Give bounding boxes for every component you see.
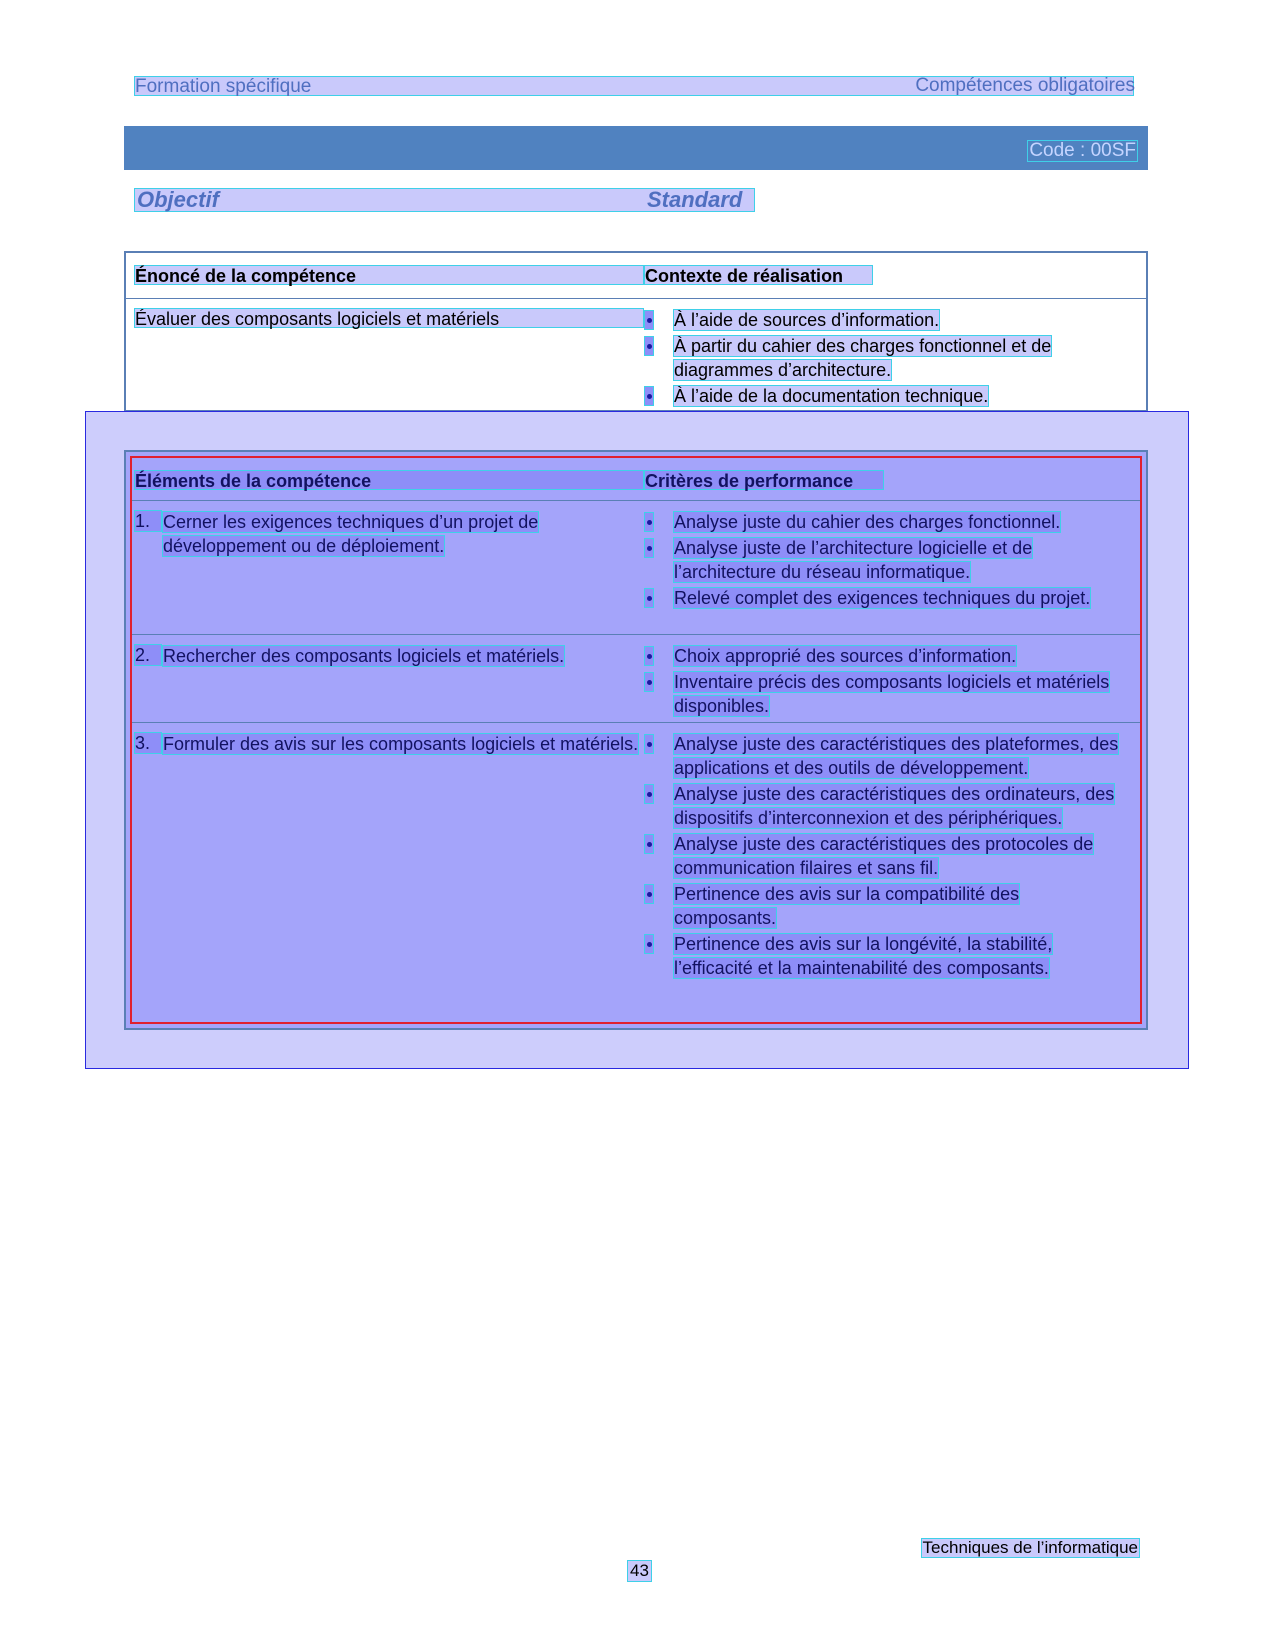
bullet-icon — [644, 884, 654, 904]
element-row-2 — [134, 644, 644, 668]
enonce-text: Évaluer des composants logiciels et matériels — [134, 308, 644, 328]
enonce-header: Énoncé de la compétence — [134, 265, 644, 285]
bullet-icon — [644, 784, 654, 804]
list-item: Analyse juste des caractéristiques des plateformes, des applications et des outils de développement. — [644, 732, 1122, 780]
bullet-icon — [644, 310, 654, 330]
list-item: Analyse juste de l’architecture logicielle et de l’architecture du réseau informatique. — [644, 536, 1122, 584]
list-item: Pertinence des avis sur la longévité, la stabilité, l’efficacité et la maintenabilité des composants. — [644, 932, 1122, 980]
list-item: Analyse juste des caractéristiques des protocoles de communication filaires et sans fil. — [644, 832, 1122, 880]
list-item: À l’aide de sources d’information. — [644, 308, 1124, 332]
code-label: Code : 00SF — [1029, 140, 1136, 161]
bullet-icon — [644, 336, 654, 356]
contexte-list — [644, 308, 1124, 410]
competence-table — [124, 251, 1148, 412]
table-divider — [132, 500, 1140, 501]
list-item: Analyse juste des caractéristiques des ordinateurs, des dispositifs d’interconnexion et des périphériques. — [644, 782, 1122, 830]
list-item: Relevé complet des exigences techniques du projet. — [644, 586, 1122, 610]
objective-row — [134, 188, 755, 212]
list-item: Analyse juste du cahier des charges fonctionnel. — [644, 510, 1122, 534]
footer-program: Techniques de l’informatique — [922, 1538, 1138, 1557]
element-number: 3. — [134, 732, 162, 754]
list-item: À partir du cahier des charges fonctionnel et de diagrammes d’architecture. — [644, 334, 1124, 382]
bullet-icon — [644, 386, 654, 406]
header-right-title: Compétences obligatoires — [915, 75, 1135, 96]
bullet-icon — [644, 538, 654, 558]
element-number: 2. — [134, 644, 162, 666]
table-divider — [132, 634, 1140, 635]
element-row-3 — [134, 732, 644, 756]
performance-table-frame — [130, 456, 1142, 1024]
list-item: À l’aide de la documentation technique. — [644, 384, 1124, 408]
bullet-icon — [644, 588, 654, 608]
code-bar — [124, 126, 1148, 170]
bullet-icon — [644, 834, 654, 854]
list-item: Choix approprié des sources d’information. — [644, 644, 1122, 668]
contexte-header: Contexte de réalisation — [644, 265, 873, 285]
element-row-1 — [134, 510, 644, 558]
element-text: Rechercher des composants logiciels et matériels. — [163, 646, 565, 666]
objective-label: Objectif — [137, 187, 219, 212]
page-number: 43 — [627, 1560, 652, 1582]
list-item: Pertinence des avis sur la compatibilité des composants. — [644, 882, 1122, 930]
criteres-list-3 — [644, 732, 1122, 982]
performance-table — [124, 450, 1148, 1030]
list-item: Inventaire précis des composants logiciels et matériels disponibles. — [644, 670, 1122, 718]
criteres-list-2 — [644, 644, 1122, 720]
bullet-icon — [644, 512, 654, 532]
criteres-header: Critères de performance — [644, 470, 884, 490]
header-left-text: Formation spécifique — [135, 76, 312, 97]
bullet-icon — [644, 934, 654, 954]
element-text: Cerner les exigences techniques d’un projet de développement ou de déploiement. — [163, 512, 539, 556]
table-divider — [126, 298, 1146, 299]
element-text: Formuler des avis sur les composants logiciels et matériels. — [163, 734, 639, 754]
bullet-icon — [644, 646, 654, 666]
bullet-icon — [644, 672, 654, 692]
elements-header: Éléments de la compétence — [134, 470, 644, 490]
table-divider — [132, 722, 1140, 723]
element-number: 1. — [134, 510, 162, 532]
criteres-list-1 — [644, 510, 1122, 612]
standard-label: Standard — [647, 187, 743, 212]
bullet-icon — [644, 734, 654, 754]
